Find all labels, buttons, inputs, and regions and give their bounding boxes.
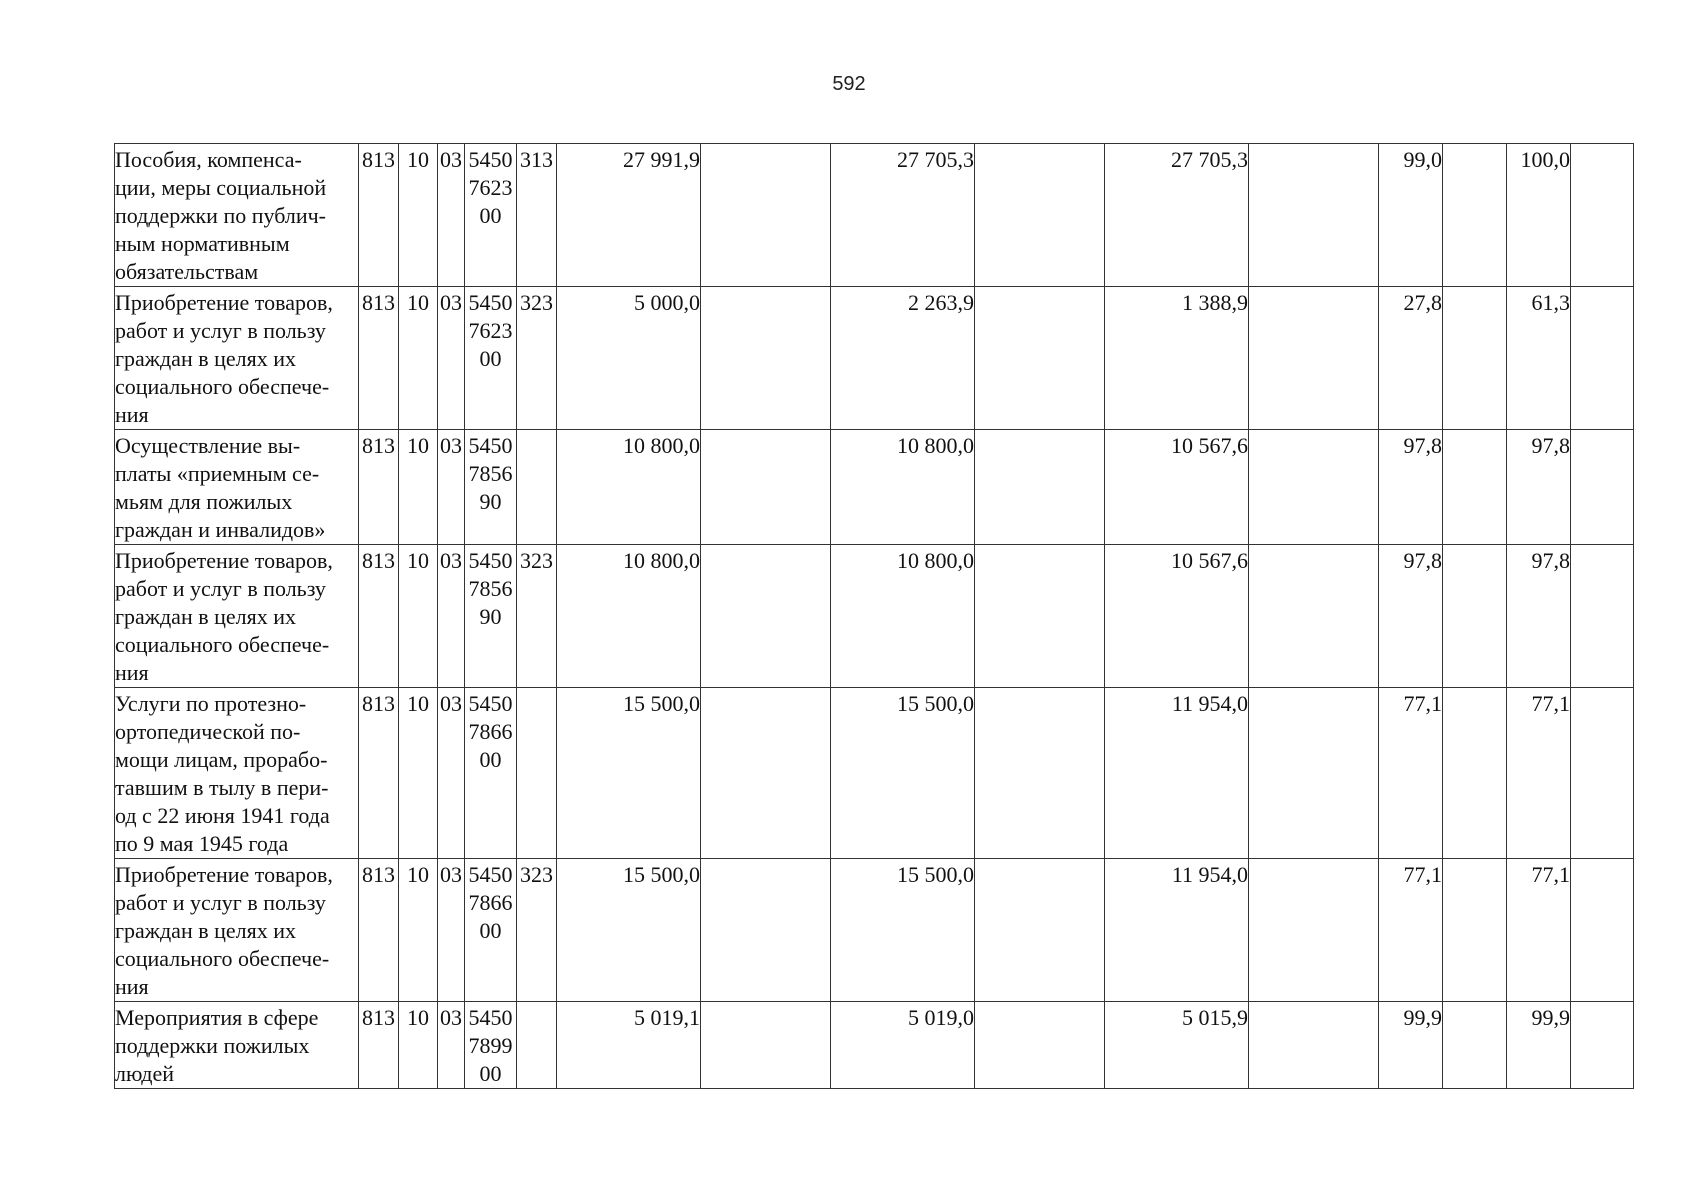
row-grbs-cell: 813 <box>359 144 399 287</box>
row-expense-type-cell: 323 <box>517 859 557 1002</box>
row-subsection-cell: 03 <box>438 287 465 430</box>
row-percent-approved-cell: 99,0 <box>1379 144 1443 287</box>
row-refined-plan-cell: 5 019,0 <box>831 1002 975 1089</box>
row-subsection-cell: 03 <box>438 859 465 1002</box>
row-executed-cell: 10 567,6 <box>1105 545 1249 688</box>
row-section-cell: 10 <box>399 688 438 859</box>
row-percent-approved-cell: 99,9 <box>1379 1002 1443 1089</box>
row-blank-cell <box>975 287 1105 430</box>
row-percent-refined-cell: 77,1 <box>1507 688 1571 859</box>
row-grbs-cell: 813 <box>359 430 399 545</box>
table-row <box>115 430 1634 545</box>
row-blank-cell <box>1443 545 1507 688</box>
row-blank-cell <box>701 688 831 859</box>
row-percent-refined-cell: 77,1 <box>1507 859 1571 1002</box>
row-blank-cell <box>1249 545 1379 688</box>
row-target-item-cell: 5450 7866 00 <box>465 859 517 1002</box>
table-row <box>115 688 1634 859</box>
row-percent-approved-cell: 27,8 <box>1379 287 1443 430</box>
row-subsection-cell: 03 <box>438 545 465 688</box>
row-grbs-cell: 813 <box>359 1002 399 1089</box>
row-refined-plan-cell: 2 263,9 <box>831 287 975 430</box>
row-blank-cell <box>975 1002 1105 1089</box>
row-blank-cell <box>975 144 1105 287</box>
row-section-cell: 10 <box>399 287 438 430</box>
row-blank-cell <box>1571 688 1634 859</box>
row-expense-type-cell: 323 <box>517 287 557 430</box>
row-blank-cell <box>1571 430 1634 545</box>
row-expense-type-cell <box>517 430 557 545</box>
row-percent-approved-cell: 97,8 <box>1379 545 1443 688</box>
row-approved-plan-cell: 15 500,0 <box>557 859 701 1002</box>
row-blank-cell <box>1443 688 1507 859</box>
row-section-cell: 10 <box>399 430 438 545</box>
row-approved-plan-cell: 10 800,0 <box>557 545 701 688</box>
row-percent-refined-cell: 97,8 <box>1507 430 1571 545</box>
row-approved-plan-cell: 27 991,9 <box>557 144 701 287</box>
row-subsection-cell: 03 <box>438 144 465 287</box>
row-target-item-cell: 5450 7899 00 <box>465 1002 517 1089</box>
row-percent-refined-cell: 100,0 <box>1507 144 1571 287</box>
row-blank-cell <box>1571 144 1634 287</box>
row-grbs-cell: 813 <box>359 287 399 430</box>
row-blank-cell <box>701 859 831 1002</box>
row-name-cell: Пособия, компенса- ции, меры социальной поддержки по публич- ным нормативным обязательствам <box>115 144 359 287</box>
row-blank-cell <box>701 430 831 545</box>
row-percent-refined-cell: 61,3 <box>1507 287 1571 430</box>
row-section-cell: 10 <box>399 144 438 287</box>
row-name-cell: Услуги по протезно- ортопедической по- мощи лицам, прорабо- тавшим в тылу в пери- од с 22 июня 1941 года по 9 мая 1945 года <box>115 688 359 859</box>
row-executed-cell: 10 567,6 <box>1105 430 1249 545</box>
row-blank-cell <box>1443 144 1507 287</box>
row-target-item-cell: 5450 7856 90 <box>465 545 517 688</box>
table-row <box>115 144 1634 287</box>
budget-table-body <box>115 144 1634 1089</box>
row-expense-type-cell: 323 <box>517 545 557 688</box>
row-blank-cell <box>1249 287 1379 430</box>
row-blank-cell <box>1443 430 1507 545</box>
row-target-item-cell: 5450 7866 00 <box>465 688 517 859</box>
row-blank-cell <box>1571 545 1634 688</box>
table-row <box>115 545 1634 688</box>
row-blank-cell <box>1571 859 1634 1002</box>
table-row <box>115 1002 1634 1089</box>
row-blank-cell <box>1249 859 1379 1002</box>
row-blank-cell <box>701 144 831 287</box>
row-blank-cell <box>975 430 1105 545</box>
row-approved-plan-cell: 15 500,0 <box>557 688 701 859</box>
row-executed-cell: 5 015,9 <box>1105 1002 1249 1089</box>
row-blank-cell <box>701 1002 831 1089</box>
row-blank-cell <box>1443 1002 1507 1089</box>
row-target-item-cell: 5450 7623 00 <box>465 287 517 430</box>
row-blank-cell <box>1249 144 1379 287</box>
row-blank-cell <box>1249 430 1379 545</box>
row-name-cell: Приобретение товаров, работ и услуг в пользу граждан в целях их социального обеспече- ния <box>115 859 359 1002</box>
page-number: 592 <box>832 73 866 95</box>
row-blank-cell <box>975 688 1105 859</box>
row-blank-cell <box>1249 1002 1379 1089</box>
row-blank-cell <box>1571 1002 1634 1089</box>
row-percent-approved-cell: 97,8 <box>1379 430 1443 545</box>
row-blank-cell <box>1571 287 1634 430</box>
row-percent-approved-cell: 77,1 <box>1379 859 1443 1002</box>
row-approved-plan-cell: 10 800,0 <box>557 430 701 545</box>
row-target-item-cell: 5450 7856 90 <box>465 430 517 545</box>
row-percent-refined-cell: 99,9 <box>1507 1002 1571 1089</box>
row-blank-cell <box>1443 287 1507 430</box>
row-blank-cell <box>975 859 1105 1002</box>
row-expense-type-cell: 313 <box>517 144 557 287</box>
row-approved-plan-cell: 5 000,0 <box>557 287 701 430</box>
row-executed-cell: 27 705,3 <box>1105 144 1249 287</box>
row-blank-cell <box>975 545 1105 688</box>
row-name-cell: Осуществление вы- платы «приемным се- мьям для пожилых граждан и инвалидов» <box>115 430 359 545</box>
table-row <box>115 859 1634 1002</box>
row-blank-cell <box>701 545 831 688</box>
row-section-cell: 10 <box>399 545 438 688</box>
row-executed-cell: 11 954,0 <box>1105 688 1249 859</box>
row-name-cell: Приобретение товаров, работ и услуг в пользу граждан в целях их социального обеспече- ния <box>115 287 359 430</box>
row-expense-type-cell <box>517 688 557 859</box>
row-blank-cell <box>1443 859 1507 1002</box>
row-refined-plan-cell: 15 500,0 <box>831 688 975 859</box>
row-refined-plan-cell: 10 800,0 <box>831 545 975 688</box>
row-grbs-cell: 813 <box>359 859 399 1002</box>
budget-table <box>114 143 1634 1089</box>
row-name-cell: Мероприятия в сфере поддержки пожилых людей <box>115 1002 359 1089</box>
row-executed-cell: 1 388,9 <box>1105 287 1249 430</box>
table-row <box>115 287 1634 430</box>
row-blank-cell <box>701 287 831 430</box>
row-refined-plan-cell: 10 800,0 <box>831 430 975 545</box>
row-percent-approved-cell: 77,1 <box>1379 688 1443 859</box>
row-approved-plan-cell: 5 019,1 <box>557 1002 701 1089</box>
row-name-cell: Приобретение товаров, работ и услуг в пользу граждан в целях их социального обеспече- ния <box>115 545 359 688</box>
row-percent-refined-cell: 97,8 <box>1507 545 1571 688</box>
row-grbs-cell: 813 <box>359 688 399 859</box>
row-grbs-cell: 813 <box>359 545 399 688</box>
row-expense-type-cell <box>517 1002 557 1089</box>
row-blank-cell <box>1249 688 1379 859</box>
row-subsection-cell: 03 <box>438 1002 465 1089</box>
row-section-cell: 10 <box>399 859 438 1002</box>
row-refined-plan-cell: 27 705,3 <box>831 144 975 287</box>
row-section-cell: 10 <box>399 1002 438 1089</box>
row-subsection-cell: 03 <box>438 430 465 545</box>
row-target-item-cell: 5450 7623 00 <box>465 144 517 287</box>
row-subsection-cell: 03 <box>438 688 465 859</box>
row-executed-cell: 11 954,0 <box>1105 859 1249 1002</box>
row-refined-plan-cell: 15 500,0 <box>831 859 975 1002</box>
